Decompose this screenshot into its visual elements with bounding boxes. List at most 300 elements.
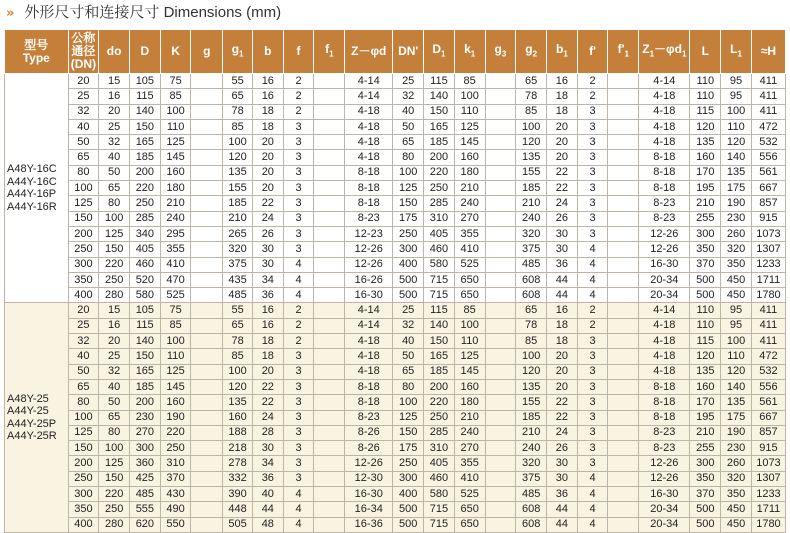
table-cell: 500 [690, 288, 721, 303]
table-cell: 250 [99, 272, 130, 287]
table-cell: 8-18 [345, 165, 393, 180]
table-cell [485, 456, 516, 471]
table-cell: 4 [283, 272, 314, 287]
header-label: g [203, 44, 211, 58]
table-cell: 472 [751, 349, 785, 364]
table-cell: 165 [130, 364, 161, 379]
table-cell: 411 [751, 104, 785, 119]
table-cell: 150 [393, 425, 424, 440]
table-cell: 220 [130, 181, 161, 196]
table-cell: 80 [99, 196, 130, 211]
table-cell: 26 [547, 211, 578, 226]
table-cell: 40 [99, 150, 130, 165]
table-cell: 26 [252, 226, 283, 241]
table-cell: 100 [99, 211, 130, 226]
header-subscript: 1 [470, 49, 476, 59]
table-cell: 4-18 [639, 135, 690, 150]
table-cell [485, 318, 516, 333]
table-cell: 3 [283, 441, 314, 456]
table-cell: 100 [454, 89, 485, 104]
table-cell: 448 [223, 502, 253, 517]
table-cell [191, 211, 223, 226]
table-row [5, 441, 786, 456]
table-cell: 250 [393, 456, 424, 471]
table-cell: 12-26 [345, 242, 393, 257]
table-cell: 110 [690, 74, 721, 89]
table-cell [191, 456, 223, 471]
table-cell: 370 [690, 257, 721, 272]
table-cell [485, 334, 516, 349]
table-cell: 4-18 [639, 104, 690, 119]
table-cell [485, 410, 516, 425]
table-cell: 411 [751, 74, 785, 89]
table-row [5, 89, 786, 104]
table-cell: 165 [424, 119, 455, 134]
table-cell [191, 502, 223, 517]
model-name: A44Y-25 [7, 405, 49, 418]
table-cell: 16 [252, 89, 283, 104]
table-cell: 188 [223, 425, 253, 440]
table-cell: 16-30 [345, 487, 393, 502]
table-cell: 22 [547, 165, 578, 180]
table-cell: 210 [516, 425, 547, 440]
header-label: k [464, 41, 471, 56]
table-cell [314, 257, 345, 272]
table-cell: 55 [223, 303, 253, 318]
table-cell [608, 334, 639, 349]
table-cell [485, 165, 516, 180]
table-cell: 40 [99, 379, 130, 394]
table-cell: 255 [690, 211, 721, 226]
table-cell: 650 [454, 272, 485, 287]
table-cell: 160 [223, 410, 253, 425]
table-cell: 500 [393, 272, 424, 287]
table-cell: 4-18 [345, 135, 393, 150]
table-cell: 22 [252, 379, 283, 394]
table-cell: 185 [424, 364, 455, 379]
header-label: ≈H [760, 44, 777, 58]
table-cell [608, 181, 639, 196]
table-cell: 270 [454, 441, 485, 456]
table-cell: 115 [690, 104, 721, 119]
table-cell: 85 [160, 318, 191, 333]
model-cell [5, 303, 69, 532]
table-cell: 8-18 [639, 165, 690, 180]
table-cell: 175 [393, 211, 424, 226]
model-name: A48Y-16C [7, 163, 57, 176]
table-cell [191, 135, 223, 150]
header-label: g [231, 41, 240, 56]
table-cell: 65 [68, 379, 99, 394]
table-cell: 2 [577, 74, 608, 89]
table-cell [314, 425, 345, 440]
table-cell: 532 [751, 364, 785, 379]
table-cell: 8-18 [639, 410, 690, 425]
table-cell: 2 [283, 89, 314, 104]
header-label: 公称 [71, 31, 96, 45]
table-cell: 561 [751, 165, 785, 180]
table-cell: 265 [223, 226, 253, 241]
table-cell: 220 [99, 487, 130, 502]
table-cell: 20 [547, 135, 578, 150]
header-label: f [325, 41, 330, 56]
table-cell: 4-18 [639, 89, 690, 104]
table-row [5, 165, 786, 180]
table-cell: 150 [99, 471, 130, 486]
table-cell: 4 [577, 517, 608, 532]
table-cell: 110 [690, 303, 721, 318]
table-cell [608, 226, 639, 241]
table-cell [485, 349, 516, 364]
table-cell: 150 [68, 441, 99, 456]
table-cell: 30 [252, 242, 283, 257]
table-cell: 85 [223, 349, 253, 364]
table-row [5, 303, 786, 318]
table-cell [191, 89, 223, 104]
table-cell: 50 [393, 349, 424, 364]
table-cell: 350 [721, 257, 752, 272]
table-cell: 350 [690, 471, 721, 486]
table-cell: 4-18 [639, 349, 690, 364]
table-cell: 250 [68, 471, 99, 486]
table-cell: 125 [68, 425, 99, 440]
table-cell: 300 [690, 456, 721, 471]
table-cell: 120 [690, 349, 721, 364]
table-cell: 525 [454, 257, 485, 272]
table-cell: 250 [424, 410, 455, 425]
table-cell: 4-18 [639, 318, 690, 333]
table-cell: 485 [130, 487, 161, 502]
table-cell: 580 [424, 257, 455, 272]
table-cell: 4-18 [345, 349, 393, 364]
table-cell: 15 [99, 303, 130, 318]
header-label: Z [642, 41, 650, 56]
table-cell: 100 [223, 364, 253, 379]
table-cell [314, 349, 345, 364]
table-cell: 405 [424, 456, 455, 471]
table-cell: 100 [721, 334, 752, 349]
table-cell: 3 [577, 165, 608, 180]
table-cell: 430 [160, 487, 191, 502]
column-header [314, 30, 345, 74]
table-cell: 3 [577, 456, 608, 471]
table-cell [608, 456, 639, 471]
table-row [5, 379, 786, 394]
table-cell: 125 [454, 349, 485, 364]
table-row [5, 181, 786, 196]
table-cell: 160 [690, 379, 721, 394]
header-subscript: 1 [649, 49, 655, 59]
table-cell [485, 272, 516, 287]
table-cell: 120 [223, 150, 253, 165]
table-cell: 110 [454, 334, 485, 349]
table-cell: 100 [516, 119, 547, 134]
table-cell: 20 [547, 364, 578, 379]
table-cell: 12-26 [639, 226, 690, 241]
header-label: D [432, 41, 442, 56]
table-cell: 370 [160, 471, 191, 486]
table-cell: 270 [454, 211, 485, 226]
table-cell: 12-26 [639, 456, 690, 471]
table-cell: 25 [99, 119, 130, 134]
table-cell: 375 [516, 471, 547, 486]
table-cell: 230 [130, 410, 161, 425]
table-row [5, 257, 786, 272]
column-header [223, 30, 253, 74]
header-label: (DN) [70, 57, 97, 71]
header-label: f [296, 44, 301, 58]
table-cell [191, 395, 223, 410]
header-subscript: 3 [501, 49, 507, 59]
table-cell: 500 [393, 517, 424, 532]
table-row [5, 318, 786, 333]
table-row [5, 74, 786, 89]
table-cell: 25 [68, 89, 99, 104]
table-cell: 220 [99, 257, 130, 272]
table-cell: 350 [68, 502, 99, 517]
table-cell: 320 [223, 242, 253, 257]
table-cell: 155 [516, 165, 547, 180]
table-cell: 350 [690, 242, 721, 257]
table-cell: 4 [283, 487, 314, 502]
table-cell: 65 [223, 318, 253, 333]
table-row [5, 517, 786, 532]
header-subscript: 1 [681, 49, 687, 59]
table-cell: 115 [130, 318, 161, 333]
table-cell [485, 135, 516, 150]
table-cell: 44 [547, 502, 578, 517]
header-subscript: 1 [563, 49, 568, 59]
table-cell: 667 [751, 181, 785, 196]
table-cell: 20-34 [639, 502, 690, 517]
table-cell [314, 471, 345, 486]
table-cell: 135 [721, 395, 752, 410]
header-subscript: 1 [239, 49, 244, 59]
table-cell: 200 [130, 395, 161, 410]
table-cell: 3 [577, 379, 608, 394]
table-cell [485, 119, 516, 134]
table-cell: 16-30 [639, 257, 690, 272]
table-cell: 180 [454, 165, 485, 180]
table-cell: 160 [160, 165, 191, 180]
header-label: g [494, 41, 502, 56]
table-cell: 36 [547, 487, 578, 502]
table-cell: 500 [690, 272, 721, 287]
model-name: A44Y-16P [7, 188, 57, 201]
table-cell: 3 [283, 364, 314, 379]
table-cell: 120 [690, 119, 721, 134]
table-cell: 125 [68, 196, 99, 211]
table-cell: 4-18 [639, 334, 690, 349]
table-cell: 100 [393, 165, 424, 180]
table-cell: 20 [99, 334, 130, 349]
table-cell: 16 [252, 74, 283, 89]
table-cell: 608 [516, 517, 547, 532]
table-cell: 100 [99, 441, 130, 456]
table-cell: 12-23 [345, 226, 393, 241]
table-cell [485, 226, 516, 241]
table-cell: 4 [283, 288, 314, 303]
table-cell: 250 [424, 181, 455, 196]
table-cell: 411 [751, 303, 785, 318]
table-cell: 110 [690, 318, 721, 333]
table-cell: 65 [223, 89, 253, 104]
table-cell: 110 [690, 89, 721, 104]
header-label: f' [589, 44, 597, 58]
table-cell: 280 [99, 517, 130, 532]
table-cell: 100 [393, 395, 424, 410]
table-cell [314, 517, 345, 532]
table-row [5, 502, 786, 517]
table-cell [314, 410, 345, 425]
table-cell: 1780 [751, 288, 785, 303]
table-cell [485, 502, 516, 517]
table-cell: 165 [424, 349, 455, 364]
table-cell: 485 [223, 288, 253, 303]
table-cell: 8-18 [639, 181, 690, 196]
table-cell: 4 [283, 502, 314, 517]
table-cell: 36 [252, 288, 283, 303]
table-cell: 425 [130, 471, 161, 486]
table-cell: 20 [252, 150, 283, 165]
table-cell: 20 [252, 135, 283, 150]
table-cell: 3 [283, 165, 314, 180]
table-cell: 16 [547, 74, 578, 89]
table-cell: 250 [393, 226, 424, 241]
table-cell: 3 [283, 135, 314, 150]
table-cell: 8-23 [639, 425, 690, 440]
table-cell: 857 [751, 425, 785, 440]
table-cell: 405 [130, 242, 161, 257]
table-cell [608, 471, 639, 486]
table-cell: 135 [721, 165, 752, 180]
table-row [5, 119, 786, 134]
table-cell [191, 257, 223, 272]
table-cell: 50 [68, 135, 99, 150]
table-cell: 150 [130, 349, 161, 364]
table-cell: 22 [547, 395, 578, 410]
table-cell: 80 [99, 425, 130, 440]
table-cell: 65 [393, 135, 424, 150]
table-cell: 556 [751, 379, 785, 394]
table-cell [314, 441, 345, 456]
table-cell: 200 [130, 165, 161, 180]
table-cell: 36 [252, 471, 283, 486]
table-cell: 4 [577, 257, 608, 272]
header-label: D [140, 44, 150, 58]
table-cell: 160 [690, 150, 721, 165]
header-label: f' [617, 41, 625, 56]
table-cell [608, 196, 639, 211]
table-cell: 400 [68, 517, 99, 532]
table-cell: 22 [252, 395, 283, 410]
table-cell: 1073 [751, 456, 785, 471]
header-label: b [555, 41, 564, 56]
table-cell [608, 119, 639, 134]
table-row [5, 226, 786, 241]
table-cell [191, 487, 223, 502]
table-cell [608, 487, 639, 502]
table-cell: 525 [160, 288, 191, 303]
table-cell [191, 334, 223, 349]
table-row [5, 211, 786, 226]
table-cell: 210 [690, 196, 721, 211]
table-cell: 95 [721, 74, 752, 89]
table-cell: 370 [690, 487, 721, 502]
table-cell: 22 [547, 181, 578, 196]
table-cell: 250 [99, 502, 130, 517]
table-cell: 490 [160, 502, 191, 517]
table-cell [191, 104, 223, 119]
table-cell: 300 [690, 226, 721, 241]
table-cell [191, 303, 223, 318]
table-cell [608, 211, 639, 226]
column-header [577, 30, 608, 74]
table-cell: 3 [283, 242, 314, 257]
table-cell: 12-26 [639, 471, 690, 486]
table-cell: 65 [99, 181, 130, 196]
table-cell: 165 [130, 135, 161, 150]
table-cell: 140 [424, 318, 455, 333]
table-cell: 3 [283, 425, 314, 440]
table-cell [314, 150, 345, 165]
table-cell [485, 471, 516, 486]
column-header [690, 30, 721, 74]
table-cell: 180 [454, 395, 485, 410]
table-cell [314, 379, 345, 394]
table-cell: 12-26 [345, 456, 393, 471]
table-cell: 185 [223, 196, 253, 211]
column-header [721, 30, 752, 74]
table-cell: 4-14 [345, 318, 393, 333]
table-cell: 18 [252, 104, 283, 119]
header-row [5, 30, 786, 74]
table-cell: 110 [721, 119, 752, 134]
table-cell: 80 [68, 395, 99, 410]
table-cell [608, 425, 639, 440]
table-cell: 160 [454, 379, 485, 394]
table-cell [314, 135, 345, 150]
table-cell: 210 [454, 410, 485, 425]
table-cell: 4-18 [345, 364, 393, 379]
table-cell: 150 [130, 119, 161, 134]
table-cell: 3 [283, 410, 314, 425]
table-cell: 22 [547, 410, 578, 425]
table-cell: 85 [160, 89, 191, 104]
table-cell: 270 [130, 425, 161, 440]
table-cell [314, 395, 345, 410]
table-cell: 16 [547, 303, 578, 318]
table-cell: 160 [160, 395, 191, 410]
table-cell: 18 [547, 104, 578, 119]
table-cell: 556 [751, 150, 785, 165]
table-cell: 4-18 [345, 119, 393, 134]
table-cell: 30 [547, 242, 578, 257]
table-cell: 8-26 [345, 425, 393, 440]
table-cell: 34 [252, 272, 283, 287]
table-cell: 195 [690, 181, 721, 196]
table-cell [191, 318, 223, 333]
table-cell: 4 [577, 288, 608, 303]
table-cell: 30 [252, 441, 283, 456]
table-cell: 2 [283, 104, 314, 119]
table-row [5, 334, 786, 349]
table-cell: 3 [283, 211, 314, 226]
table-cell: 332 [223, 471, 253, 486]
table-cell: 210 [223, 211, 253, 226]
column-header [345, 30, 393, 74]
table-cell: 110 [454, 104, 485, 119]
